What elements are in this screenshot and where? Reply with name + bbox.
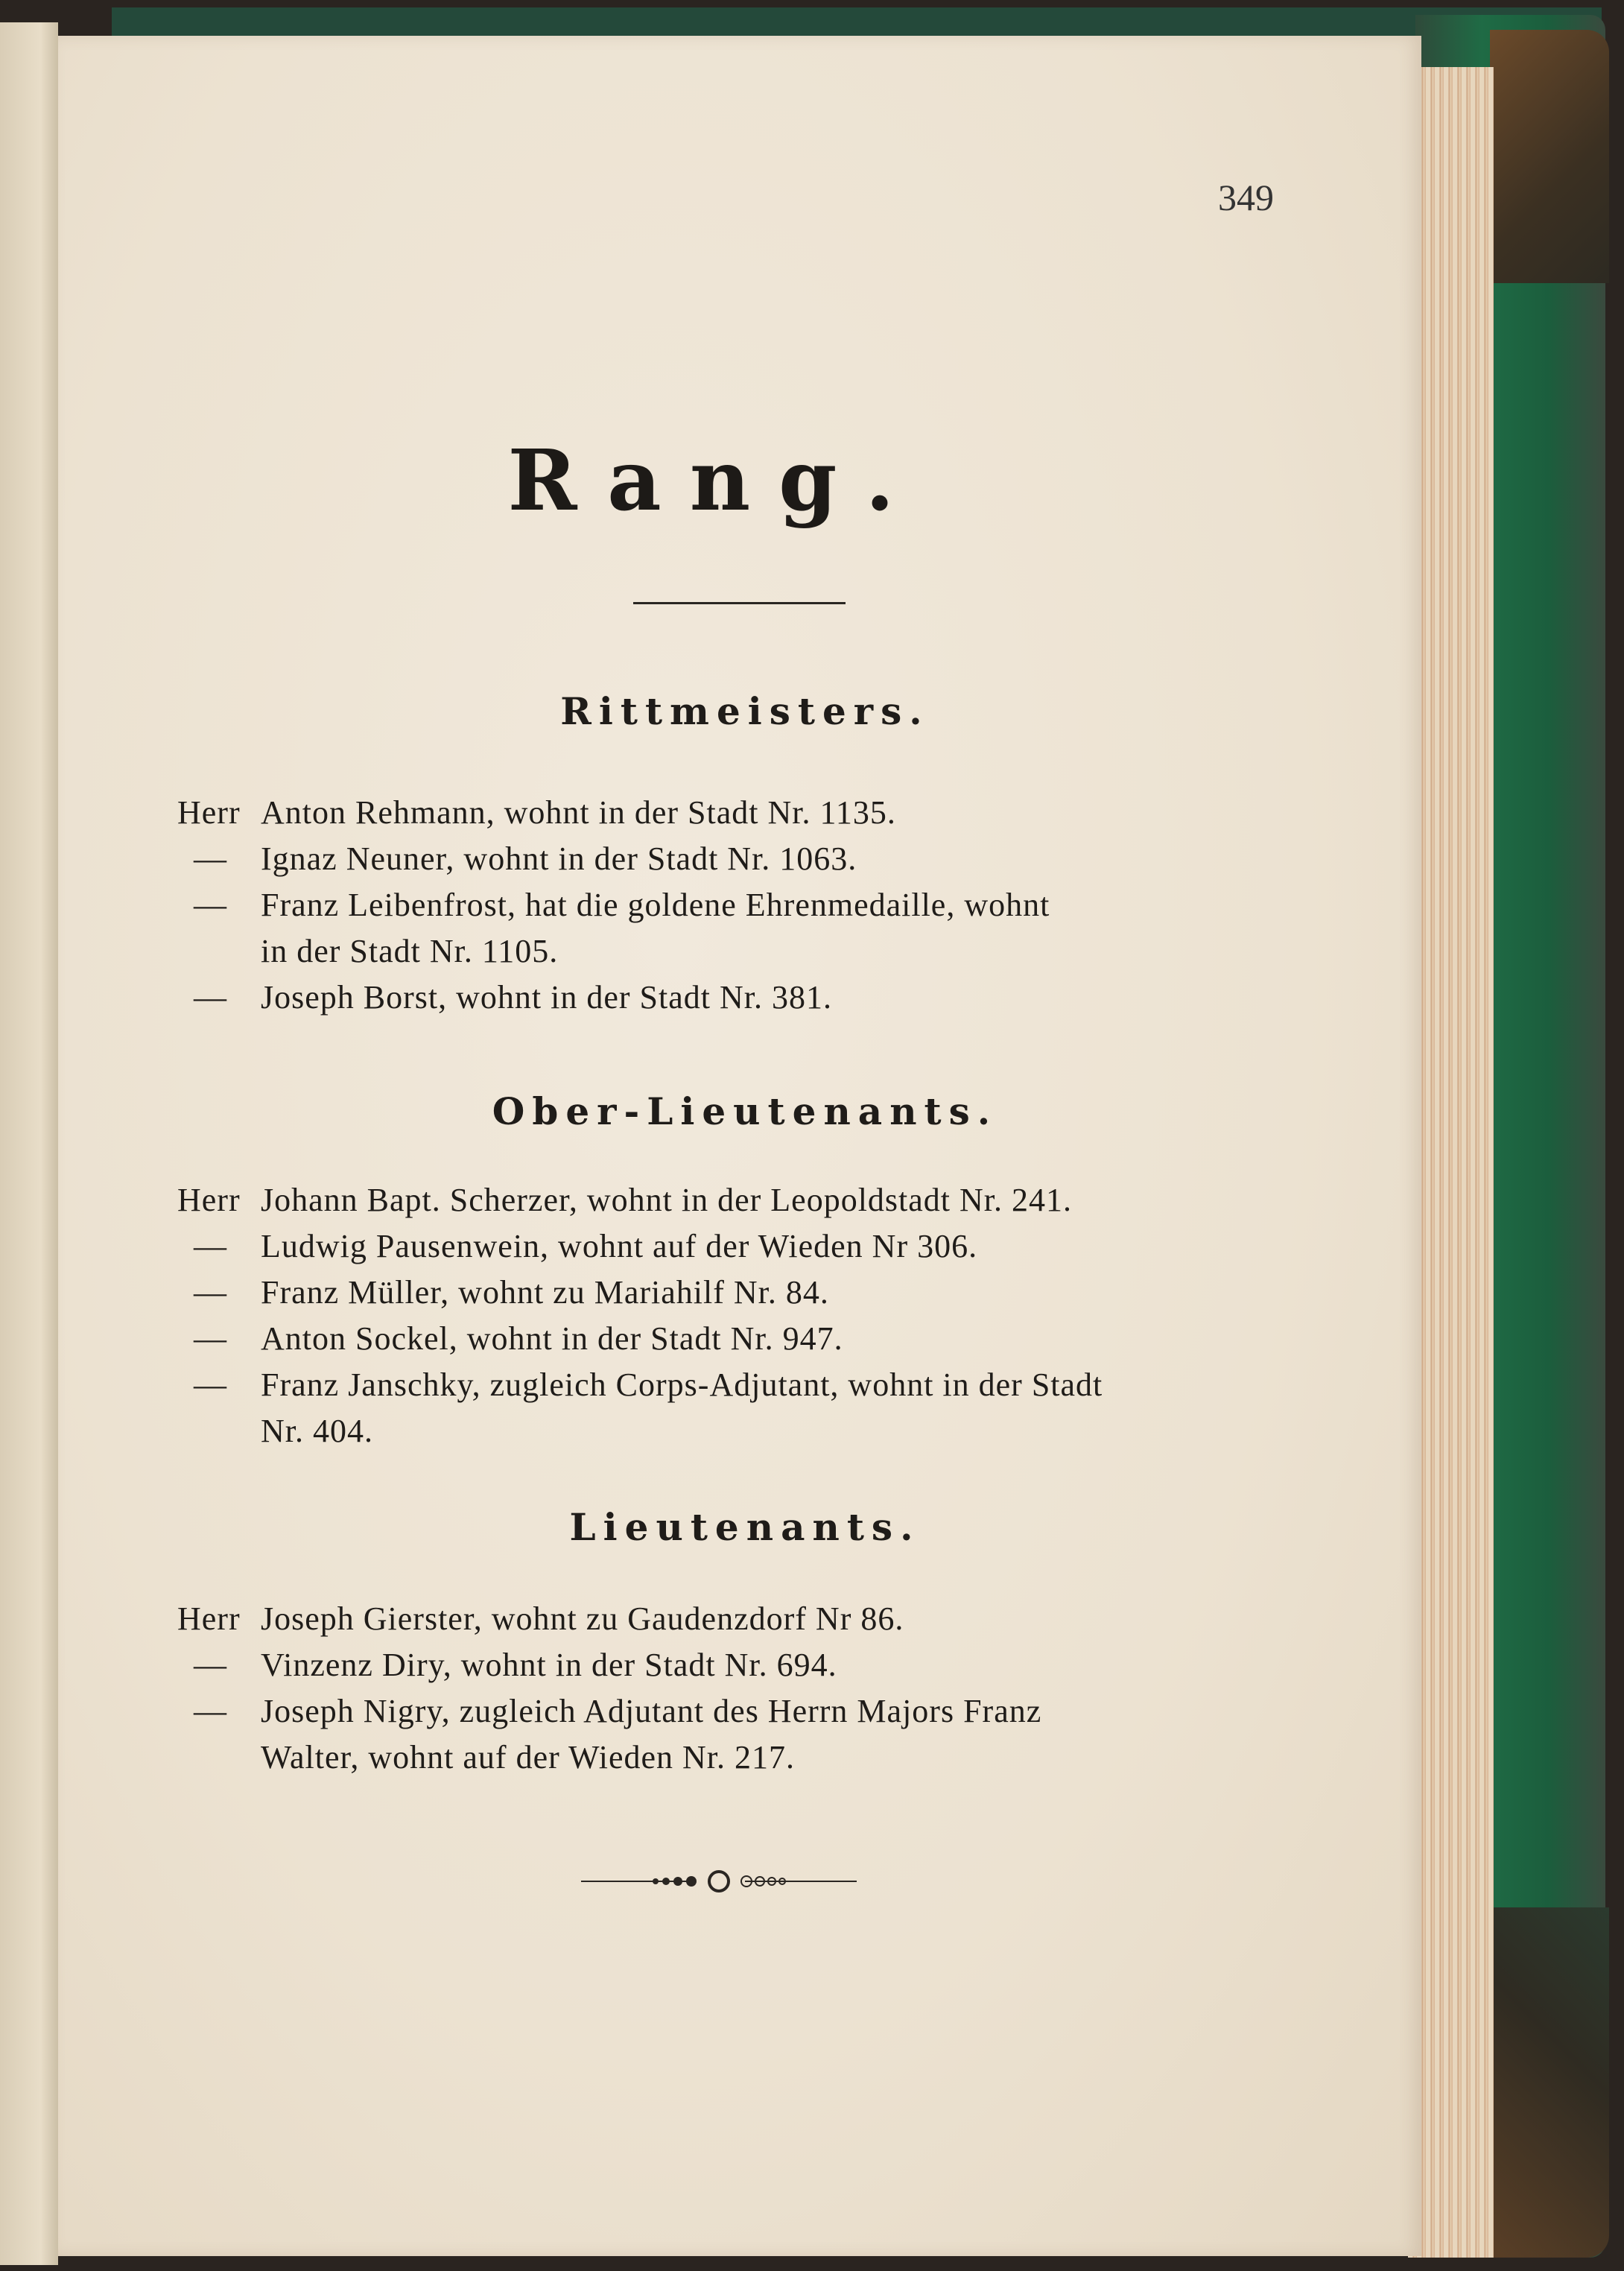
list-item	[177, 1177, 1272, 1223]
entry-prefix: —	[194, 1274, 227, 1311]
section-heading-lieutenants: Lieutenants.	[569, 1505, 921, 1549]
entry-continuation: Nr. 404.	[261, 1413, 373, 1449]
entry-text: Joseph Nigry, zugleich Adjutant des Herrn Majors Franz	[261, 1693, 1042, 1729]
entry-text: Franz Leibenfrost, hat die goldene Ehrenmedaille, wohnt	[261, 887, 1050, 923]
book-page	[58, 36, 1421, 2256]
entry-text: Johann Bapt. Scherzer, wohnt in der Leopoldstadt Nr. 241.	[261, 1182, 1073, 1218]
entry-text: Joseph Gierster, wohnt zu Gaudenzdorf Nr 86.	[261, 1600, 904, 1637]
list-item	[177, 1316, 1272, 1362]
entry-prefix: —	[194, 1647, 227, 1683]
entry-text: Anton Sockel, wohnt in der Stadt Nr. 947.	[261, 1320, 843, 1357]
list-item	[177, 1596, 1272, 1642]
list-item	[177, 1223, 1272, 1270]
entry-prefix: —	[194, 1320, 227, 1357]
entry-continuation: Walter, wohnt auf der Wieden Nr. 217.	[261, 1739, 796, 1776]
entry-prefix: —	[194, 1228, 227, 1264]
leather-corner-top	[1490, 30, 1609, 283]
previous-page-edge	[0, 22, 58, 2265]
entry-prefix: —	[194, 1366, 227, 1403]
list-item	[177, 836, 1272, 882]
section-heading-ober-lieutenants: Ober-Lieutenants.	[492, 1089, 998, 1133]
entry-text: Ludwig Pausenwein, wohnt auf der Wieden Nr 306.	[261, 1228, 978, 1264]
list-item	[177, 1362, 1272, 1454]
ornament-divider	[581, 1866, 857, 1896]
list-item	[177, 1688, 1272, 1781]
leather-corner-bottom	[1490, 1907, 1609, 2258]
entry-prefix: —	[194, 887, 227, 923]
entry-prefix: Herr	[177, 1182, 241, 1218]
title-rule	[633, 602, 846, 604]
entry-prefix: —	[194, 840, 227, 877]
page-title: Rang.	[507, 432, 923, 530]
section-heading-rittmeisters: Rittmeisters.	[560, 689, 930, 733]
entry-continuation: in der Stadt Nr. 1105.	[261, 933, 559, 969]
entry-text: Ignaz Neuner, wohnt in der Stadt Nr. 1063.	[261, 840, 857, 877]
entry-text: Joseph Borst, wohnt in der Stadt Nr. 381.	[261, 979, 832, 1016]
list-item	[177, 975, 1272, 1021]
entry-prefix: Herr	[177, 794, 241, 831]
page-number: 349	[1218, 177, 1274, 218]
entry-prefix: —	[194, 1693, 227, 1729]
entry-prefix: Herr	[177, 1600, 241, 1637]
list-item	[177, 1642, 1272, 1688]
entry-text: Anton Rehmann, wohnt in der Stadt Nr. 1135.	[261, 794, 896, 831]
list-item	[177, 882, 1272, 975]
list-item	[177, 790, 1272, 836]
entry-text: Franz Janschky, zugleich Corps-Adjutant, wohnt in der Stadt	[261, 1366, 1103, 1403]
entry-text: Franz Müller, wohnt zu Mariahilf Nr. 84.	[261, 1274, 829, 1311]
entry-prefix: —	[194, 979, 227, 1016]
entry-text: Vinzenz Diry, wohnt in der Stadt Nr. 694.	[261, 1647, 837, 1683]
list-item	[177, 1270, 1272, 1316]
